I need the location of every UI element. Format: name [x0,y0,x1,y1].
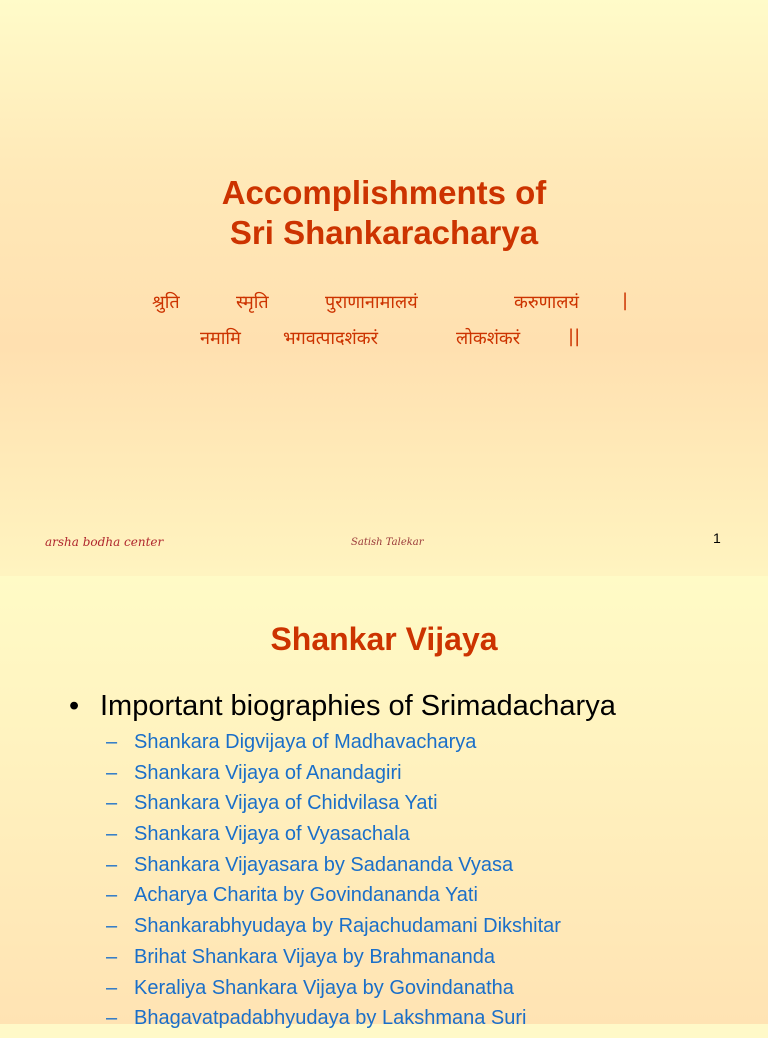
list-item [106,915,561,946]
dash-marker: – [106,915,118,938]
title-line-1: Accomplishments of [221,174,547,211]
verse-double-danda: || [568,326,581,347]
footer-organization: arsha bodha center [45,535,164,549]
dash-marker: – [106,976,118,999]
list-item-text: Shankara Vijaya of Vyasachala [134,823,410,846]
list-item-text: Keraliya Shankara Vijaya by Govindanatha [134,976,514,999]
dash-marker: – [106,853,118,876]
list-item [106,854,561,885]
list-item [106,792,561,823]
list-item-text: Shankara Vijayasara by Sadananda Vyasa [134,853,514,876]
dash-marker: – [106,761,118,784]
list-item [106,946,561,977]
verse-word: स्मृति [236,292,269,313]
dash-marker: – [106,1007,118,1030]
bullet-text: Important biographies of Srimadacharya [100,690,616,722]
title-line-2: Sri Shankaracharya [229,214,539,251]
list-item [106,884,561,915]
dash-marker: – [106,884,118,907]
biography-list [106,731,561,1038]
verse-word: पुराणानामालयं [325,292,418,313]
list-item-text: Shankara Digvijaya of Madhavacharya [134,731,477,753]
footer-author: Satish Talekar [351,537,424,548]
verse-word: नमामि [200,328,241,349]
list-item [106,762,561,793]
slide-2-title: Shankar Vijaya [270,621,498,657]
page-number: 1 [713,530,721,546]
dash-marker: – [106,823,118,846]
bullet-item [69,690,616,723]
list-item-text: Bhagavatpadabhyudaya by Lakshmana Suri [134,1007,527,1030]
verse-word: भगवत्पादशंकरं [283,328,378,349]
list-item-text: Shankarabhyudaya by Rajachudamani Dikshitar [134,915,561,938]
list-item [106,823,561,854]
list-item-text: Shankara Vijaya of Anandagiri [134,761,402,784]
list-item [106,1007,561,1038]
list-item [106,731,561,762]
dash-marker: – [106,945,118,968]
list-item-text: Shankara Vijaya of Chidvilasa Yati [134,792,438,815]
verse-danda: | [622,290,629,311]
verse-word: लोकशंकरं [456,328,521,349]
verse-word: श्रुति [152,292,180,313]
verse-word: करुणालयं [514,292,579,313]
bullet-marker: • [69,690,80,722]
list-item-text: Acharya Charita by Govindananda Yati [134,884,478,907]
list-item [106,977,561,1008]
dash-marker: – [106,792,118,815]
dash-marker: – [106,731,118,753]
list-item-text: Brihat Shankara Vijaya by Brahmananda [134,945,495,968]
slide-title [0,173,768,253]
